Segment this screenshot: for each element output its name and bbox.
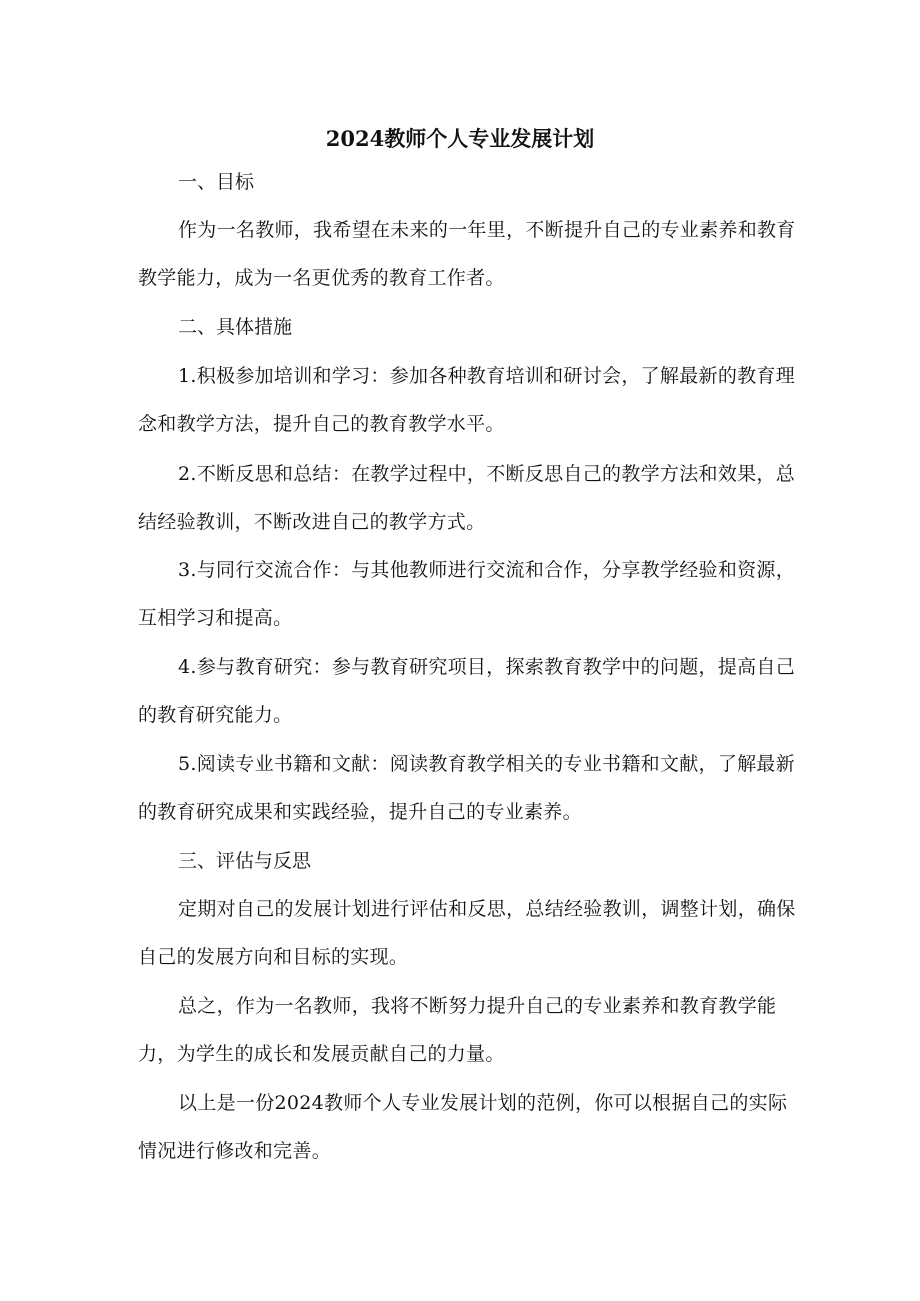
measure-item-3: 3.与同行交流合作：与其他教师进行交流和合作，分享教学经验和资源，互相学习和提高。 — [138, 559, 796, 629]
section-heading-evaluation: 三、评估与反思 — [178, 850, 312, 872]
document-title: 2024教师个人专业发展计划 — [325, 126, 595, 151]
section-heading-goals: 一、目标 — [178, 171, 255, 193]
measure-item-1: 1.积极参加培训和学习：参加各种教育培训和研讨会，了解最新的教育理念和教学方法，提升自己的教育教学水平。 — [138, 365, 796, 435]
section-heading-measures: 二、具体措施 — [178, 316, 293, 338]
measure-item-5: 5.阅读专业书籍和文献：阅读教育教学相关的专业书籍和文献，了解最新的教育研究成果和实践经验，提升自己的专业素养。 — [138, 753, 796, 823]
goals-paragraph: 作为一名教师，我希望在未来的一年里，不断提升自己的专业素养和教育教学能力，成为一名更优秀的教育工作者。 — [138, 219, 796, 289]
measure-item-2: 2.不断反思和总结：在教学过程中，不断反思自己的教学方法和效果，总结经验教训，不断改进自己的教学方式。 — [138, 463, 796, 533]
conclusion-paragraph: 总之，作为一名教师，我将不断努力提升自己的专业素养和教育教学能力，为学生的成长和发展贡献自己的力量。 — [138, 995, 777, 1065]
evaluation-paragraph: 定期对自己的发展计划进行评估和反思，总结经验教训，调整计划，确保自己的发展方向和目标的实现。 — [138, 898, 796, 968]
measure-item-4: 4.参与教育研究：参与教育研究项目，探索教育教学中的问题，提高自己的教育研究能力。 — [138, 656, 796, 726]
note-paragraph: 以上是一份2024教师个人专业发展计划的范例，你可以根据自己的实际情况进行修改和完善。 — [138, 1092, 788, 1162]
